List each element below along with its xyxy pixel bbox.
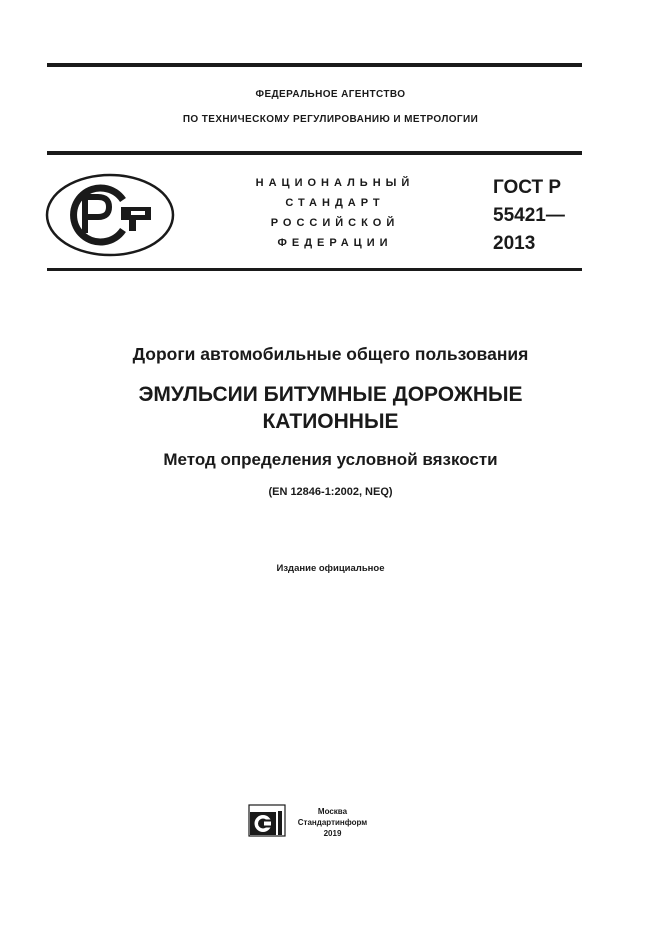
publisher-name: Стандартинформ [297,818,368,827]
standard-rule [47,268,582,271]
gost-designation-line-1: ГОСТ Р [493,177,562,198]
edition-label: Издание официальное [276,563,385,574]
standard-equivalence: (EN 12846-1:2002, NEQ) [268,486,393,498]
standard-kind-line-2: СТАНДАРТ [285,197,385,209]
standard-kind-line-1: НАЦИОНАЛЬНЫЙ [255,177,415,189]
agency-line-1: ФЕДЕРАЛЬНОЕ АГЕНТСТВО [255,89,406,100]
standard-kind-line-4: ФЕДЕРАЦИИ [277,237,393,249]
gost-r-logo-icon [45,173,175,257]
publisher-year: 2019 [323,829,342,838]
title-main-line-1: ЭМУЛЬСИИ БИТУМНЫЕ ДОРОЖНЫЕ [138,383,523,406]
top-rule [47,63,582,67]
title-subtitle: Метод определения условной вязкости [163,450,498,469]
gost-designation-line-3: 2013 [493,233,536,254]
title-group: Дороги автомобильные общего пользования [132,344,529,364]
publisher-city: Москва [317,807,348,816]
title-main-line-2: КАТИОННЫЕ [262,410,399,433]
standard-kind-line-3: РОССИЙСКОЙ [270,217,400,229]
gost-designation-line-2: 55421— [493,205,565,226]
header-rule [47,151,582,155]
agency-line-2: ПО ТЕХНИЧЕСКОМУ РЕГУЛИРОВАНИЮ И МЕТРОЛОГИИ [182,114,479,125]
standartinform-logo-icon [248,804,288,838]
